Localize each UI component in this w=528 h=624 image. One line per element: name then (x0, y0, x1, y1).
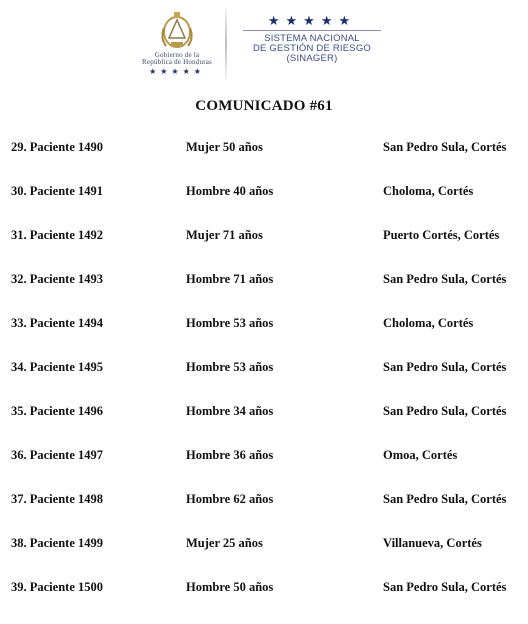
patient-location: Choloma, Cortés (383, 184, 474, 198)
patient-sex-age: Mujer 50 años (186, 140, 263, 154)
patient-id: 36. Paciente 1497 (11, 448, 103, 462)
patient-sex-age: Hombre 36 años (186, 448, 274, 462)
patient-location: San Pedro Sula, Cortés (383, 360, 507, 374)
header-divider (225, 8, 227, 80)
list-item (0, 360, 528, 404)
patient-sex-age: Hombre 53 años (186, 360, 274, 374)
patient-location: San Pedro Sula, Cortés (383, 580, 507, 594)
gov-line-2: República de Honduras (142, 58, 212, 66)
patient-sex-age: Hombre 53 años (186, 316, 274, 330)
patient-list (0, 140, 528, 624)
patient-id: 39. Paciente 1500 (11, 580, 103, 594)
list-item (0, 492, 528, 536)
patient-id: 31. Paciente 1492 (11, 228, 103, 242)
government-emblem (132, 8, 222, 82)
list-item (0, 184, 528, 228)
page-title: COMUNICADO #61 (195, 98, 333, 114)
patient-sex-age: Hombre 34 años (186, 404, 274, 418)
patient-sex-age: Hombre 50 años (186, 580, 274, 594)
list-item (0, 140, 528, 184)
coat-of-arms-icon (157, 8, 197, 52)
list-item (0, 404, 528, 448)
patient-sex-age: Hombre 62 años (186, 492, 274, 506)
sinager-rule (243, 30, 381, 31)
sinager-line-3: (SINAGER) (286, 53, 338, 64)
patient-id: 32. Paciente 1493 (11, 272, 103, 286)
letterhead (0, 0, 528, 90)
list-item (0, 448, 528, 492)
patient-location: San Pedro Sula, Cortés (383, 492, 507, 506)
list-item (0, 580, 528, 624)
patient-location: Choloma, Cortés (383, 316, 474, 330)
list-item (0, 536, 528, 580)
patient-id: 38. Paciente 1499 (11, 536, 103, 550)
gov-line-1: Gobierno de la (154, 51, 200, 59)
patient-id: 29. Paciente 1490 (11, 140, 103, 154)
sinager-line-1: SISTEMA NACIONAL (264, 33, 360, 44)
patient-location: San Pedro Sula, Cortés (383, 140, 507, 154)
patient-id: 35. Paciente 1496 (11, 404, 103, 418)
patient-location: San Pedro Sula, Cortés (383, 404, 507, 418)
sinager-line-2: DE GESTIÓN DE RIESGO (252, 43, 372, 54)
patient-id: 30. Paciente 1491 (11, 184, 103, 198)
patient-id: 37. Paciente 1498 (11, 492, 103, 506)
patient-location: San Pedro Sula, Cortés (383, 272, 507, 286)
patient-sex-age: Mujer 25 años (186, 536, 263, 550)
sinager-logo (237, 14, 387, 64)
list-item (0, 272, 528, 316)
patient-sex-age: Hombre 71 años (186, 272, 274, 286)
patient-location: Villanueva, Cortés (383, 536, 482, 550)
patient-sex-age: Mujer 71 años (186, 228, 263, 242)
list-item (0, 228, 528, 272)
patient-sex-age: Hombre 40 años (186, 184, 274, 198)
patient-id: 34. Paciente 1495 (11, 360, 103, 374)
gov-stars: ★★★★★ (149, 67, 205, 76)
sinager-stars: ★★★★★ (267, 13, 357, 28)
patient-location: Omoa, Cortés (383, 448, 458, 462)
list-item (0, 316, 528, 360)
patient-location: Puerto Cortés, Cortés (383, 228, 500, 242)
patient-id: 33. Paciente 1494 (11, 316, 103, 330)
